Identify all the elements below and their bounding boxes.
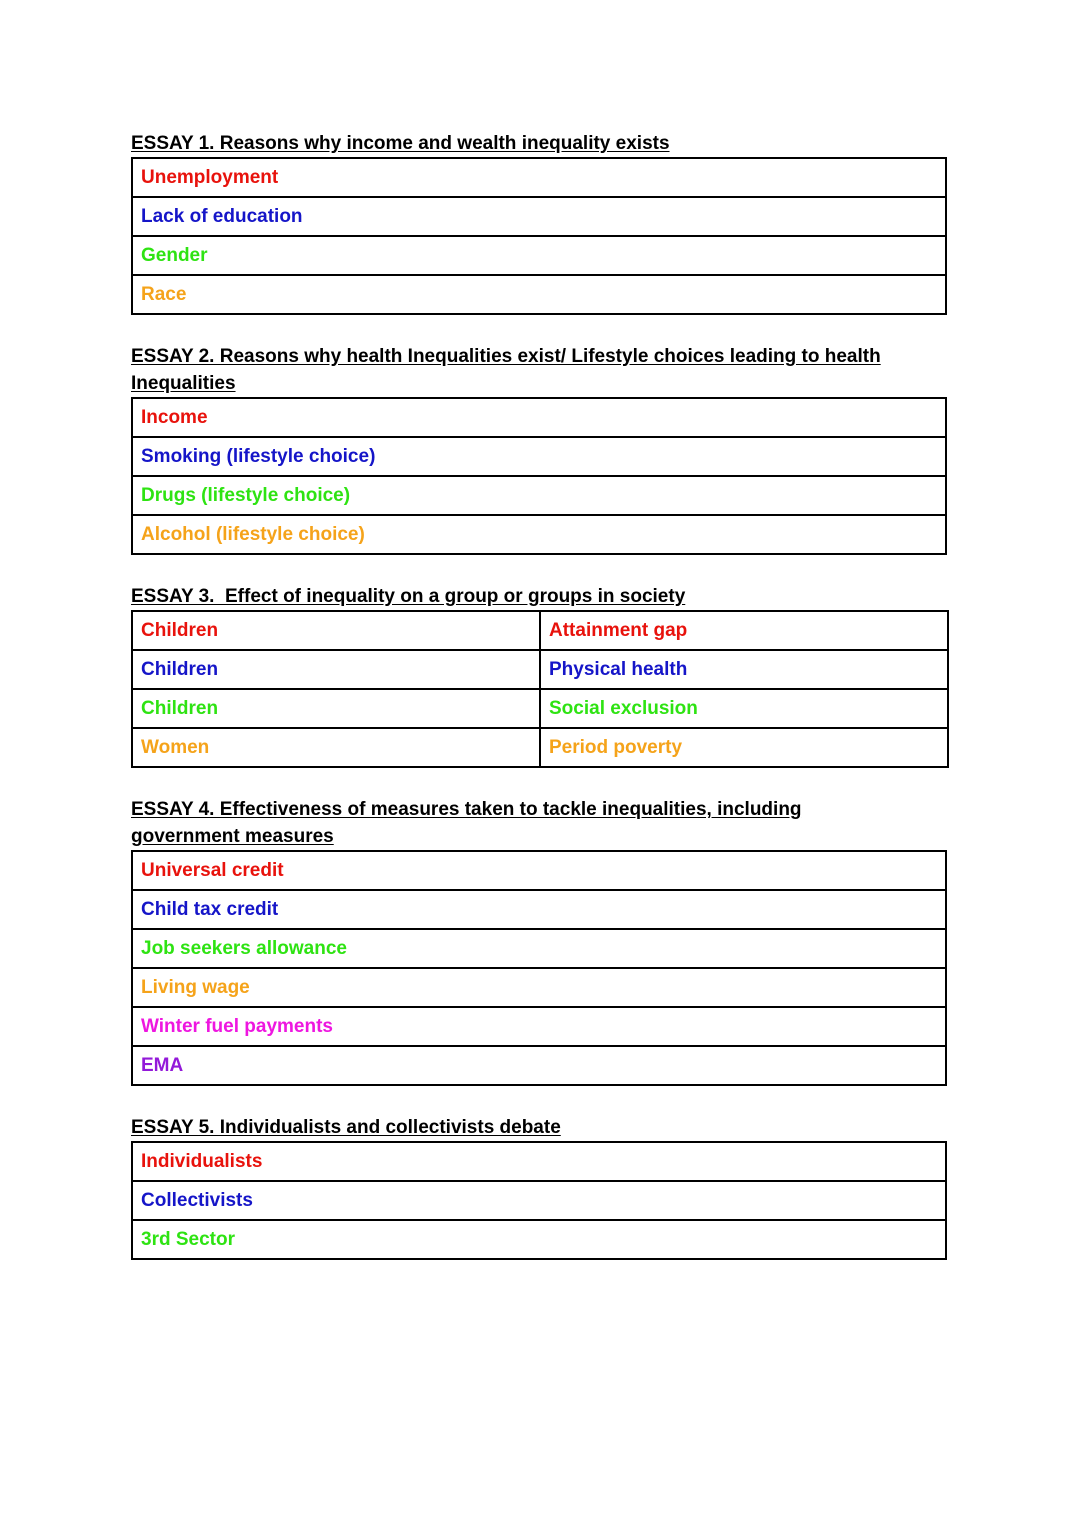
essay-1-item: Race: [132, 275, 946, 314]
table-row: [132, 1142, 946, 1181]
essay-2-item: Smoking (lifestyle choice): [132, 437, 946, 476]
essay-2-section: [131, 343, 947, 555]
table-row: [132, 437, 946, 476]
essay-2-table: [131, 397, 947, 555]
essay-4-item: Living wage: [132, 968, 946, 1007]
table-row: [132, 158, 946, 197]
essay-3-group-cell: Children: [132, 650, 540, 689]
essay-1-item: Lack of education: [132, 197, 946, 236]
essay-4-item: Child tax credit: [132, 890, 946, 929]
table-row: [132, 1220, 946, 1259]
essay-3-group-cell: Women: [132, 728, 540, 767]
essay-1-item: Gender: [132, 236, 946, 275]
essay-4-heading: [131, 796, 947, 850]
essay-3-table: [131, 610, 949, 768]
table-row: [132, 515, 946, 554]
essay-4-item: Winter fuel payments: [132, 1007, 946, 1046]
essay-5-item: 3rd Sector: [132, 1220, 946, 1259]
essay-2-heading-line2: Inequalities: [131, 373, 236, 394]
essay-5-item: Collectivists: [132, 1181, 946, 1220]
essay-4-heading-line1: ESSAY 4. Effectiveness of measures taken to tackle inequalities, including: [131, 799, 802, 820]
document-page: [131, 130, 947, 1260]
essay-2-heading: [131, 343, 947, 397]
table-row: [132, 890, 946, 929]
table-row: [132, 968, 946, 1007]
table-row: [132, 1007, 946, 1046]
table-row: [132, 476, 946, 515]
table-row: [132, 236, 946, 275]
essay-4-item: Universal credit: [132, 851, 946, 890]
table-row: [132, 728, 948, 767]
essay-3-section: [131, 583, 947, 768]
essay-4-heading-line2: government measures: [131, 826, 334, 847]
essay-1-heading: ESSAY 1. Reasons why income and wealth inequality exists: [131, 133, 670, 154]
essay-5-section: [131, 1114, 947, 1260]
essay-2-item: Alcohol (lifestyle choice): [132, 515, 946, 554]
essay-4-item: Job seekers allowance: [132, 929, 946, 968]
essay-2-item: Drugs (lifestyle choice): [132, 476, 946, 515]
table-row: [132, 689, 948, 728]
essay-5-heading: ESSAY 5. Individualists and collectivists debate: [131, 1117, 561, 1138]
essay-2-heading-line1: ESSAY 2. Reasons why health Inequalities exist/ Lifestyle choices leading to health: [131, 346, 881, 367]
table-row: [132, 1181, 946, 1220]
essay-4-section: [131, 796, 947, 1086]
essay-4-item: EMA: [132, 1046, 946, 1085]
table-row: [132, 851, 946, 890]
table-row: [132, 197, 946, 236]
essay-1-table: [131, 157, 947, 315]
essay-3-heading: ESSAY 3. Effect of inequality on a group or groups in society: [131, 586, 686, 607]
essay-3-effect-cell: Physical health: [540, 650, 948, 689]
essay-5-item: Individualists: [132, 1142, 946, 1181]
table-row: [132, 929, 946, 968]
essay-3-group-cell: Children: [132, 611, 540, 650]
essay-4-table: [131, 850, 947, 1086]
table-row: [132, 1046, 946, 1085]
essay-3-effect-cell: Attainment gap: [540, 611, 948, 650]
essay-3-effect-cell: Period poverty: [540, 728, 948, 767]
essay-5-table: [131, 1141, 947, 1260]
essay-3-group-cell: Children: [132, 689, 540, 728]
essay-1-item: Unemployment: [132, 158, 946, 197]
essay-1-section: [131, 130, 947, 315]
table-row: [132, 275, 946, 314]
table-row: [132, 398, 946, 437]
essay-2-item: Income: [132, 398, 946, 437]
table-row: [132, 650, 948, 689]
essay-3-effect-cell: Social exclusion: [540, 689, 948, 728]
table-row: [132, 611, 948, 650]
